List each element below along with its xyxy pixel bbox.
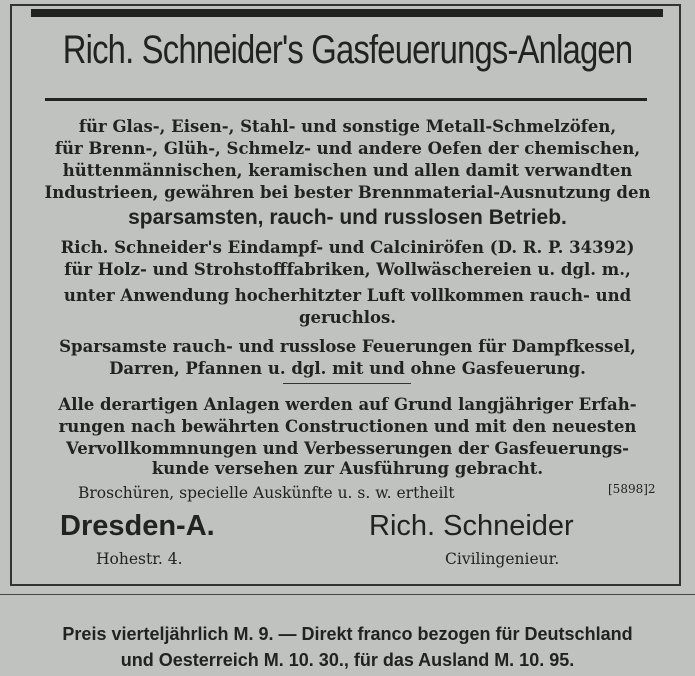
company-name: Rich. Schneider: [369, 510, 574, 542]
ad-title: Rich. Schneider's Gasfeuerungs-Anlagen: [62, 28, 633, 72]
p1-line-2: für Brenn-, Glüh-, Schmelz- und andere Oefen der chemischen,: [54, 139, 641, 158]
profession: Civilingenieur.: [445, 550, 560, 568]
p4-line-2: rungen nach bewährten Constructionen und mit den neuesten: [58, 417, 637, 436]
city-name: Dresden-A.: [60, 510, 215, 542]
p2-line-3: unter Anwendung hocherhitzter Luft vollkommen rauch- und: [63, 286, 632, 305]
p1-emphasis: sparsamsten, rauch- und russlosen Betrieb.: [128, 206, 567, 229]
footer-line-2: und Oesterreich M. 10. 30., für das Ausland M. 10. 95.: [120, 650, 575, 670]
title-rule: [45, 98, 647, 101]
footer-line-1: Preis vierteljährlich M. 9. — Direkt franco bezogen für Deutschland: [62, 624, 633, 644]
p4-line-1: Alle derartigen Anlagen werden auf Grund langjähriger Erfah-: [58, 395, 637, 414]
bottom-rule: [0, 594, 695, 595]
p2-line-2: für Holz- und Strohstofffabriken, Wollwäschereien u. dgl. m.,: [64, 260, 631, 279]
info-line: Broschüren, specielle Auskünfte u. s. w. ertheilt: [78, 484, 455, 502]
top-rule: [31, 9, 663, 17]
p3-line-1: Sparsamste rauch- und russlose Feuerungen für Dampfkessel,: [59, 337, 636, 356]
reference-number: [5898]2: [608, 482, 656, 496]
p1-line-3: hüttenmännischen, keramischen und allen damit verwandten: [62, 161, 633, 180]
p2-line-1: Rich. Schneider's Eindampf- und Calciniröfen (D. R. P. 34392): [60, 238, 635, 257]
p4-line-3: Vervollkommnungen und Verbesserungen der Gasfeuerungs-: [65, 439, 630, 458]
p2-line-4: geruchlos.: [298, 308, 397, 327]
p1-line-4: Industrieen, gewähren bei bester Brennmaterial-Ausnutzung den: [44, 183, 651, 202]
p4-line-4: kunde versehen zur Ausführung gebracht.: [151, 459, 544, 478]
p1-line-1: für Glas-, Eisen-, Stahl- und sonstige Metall-Schmelzöfen,: [78, 117, 617, 136]
middle-rule: [283, 383, 411, 384]
p3-line-2: Darren, Pfannen u. dgl. mit und ohne Gasfeuerung.: [109, 359, 586, 378]
street-address: Hohestr. 4.: [96, 550, 183, 568]
